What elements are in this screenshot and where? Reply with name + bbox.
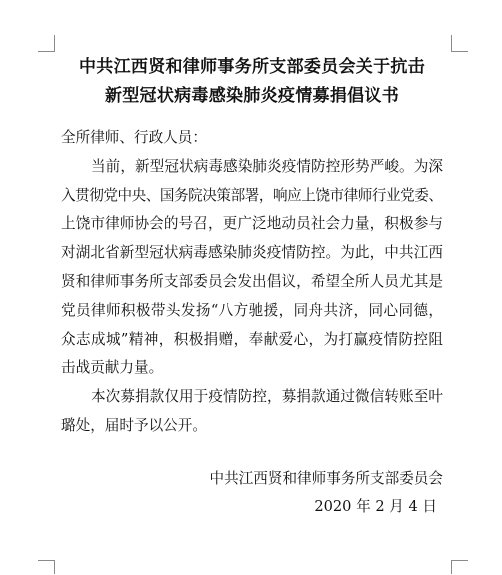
- paragraph-line: 本次募捐款仅用于疫情防控，募捐款通过微信转账至叶: [91, 388, 444, 406]
- paragraph-line: 当前，新型冠状病毒感染肺炎疫情防控形势严峻。为深: [91, 157, 444, 175]
- signature-block: [209, 465, 443, 523]
- document-title-line: 中共江西贤和律师事务所支部委员会关于抗击: [79, 57, 425, 77]
- paragraph-line: 璐处，届时予以公开。: [61, 416, 207, 434]
- signing-date: 2020 年 2 月 4 日: [314, 498, 437, 516]
- crop-mark-top-left: [38, 35, 55, 52]
- body-paragraph: [61, 383, 443, 441]
- paragraph-line: 入贯彻党中央、国务院决策部署，响应上饶市律师行业党委、: [61, 186, 443, 204]
- signing-organization: 中共江西贤和律师事务所支部委员会: [209, 469, 443, 487]
- crop-mark-top-right: [451, 35, 468, 52]
- paragraph-line: 众志成城”精神，积极捐赠，奉献爱心，为打赢疫情防控阻: [61, 330, 444, 348]
- body-paragraph: [61, 153, 443, 383]
- paragraph-line: 上饶市律师协会的号召，更广泛地动员社会力量，积极参与: [61, 215, 444, 233]
- salutation: 全所律师、行政人员：: [61, 129, 207, 146]
- document-body: [61, 124, 443, 441]
- paragraph-line: 击战贡献力量。: [61, 359, 164, 377]
- paragraph-line: 贤和律师事务所支部委员会发出倡议，希望全所人员尤其是: [61, 272, 444, 290]
- paragraph-line: 对湖北省新型冠状病毒感染肺炎疫情防控。为此，中共江西: [61, 244, 444, 262]
- document-title: [61, 53, 443, 111]
- crop-mark-bottom-right: [451, 560, 468, 574]
- crop-mark-bottom-left: [38, 560, 55, 574]
- document-title-line: 新型冠状病毒感染肺炎疫情募捐倡议书: [104, 86, 400, 106]
- paragraph-line: 党员律师积极带头发扬“八方驰援，同舟共济，同心同德，: [61, 301, 444, 319]
